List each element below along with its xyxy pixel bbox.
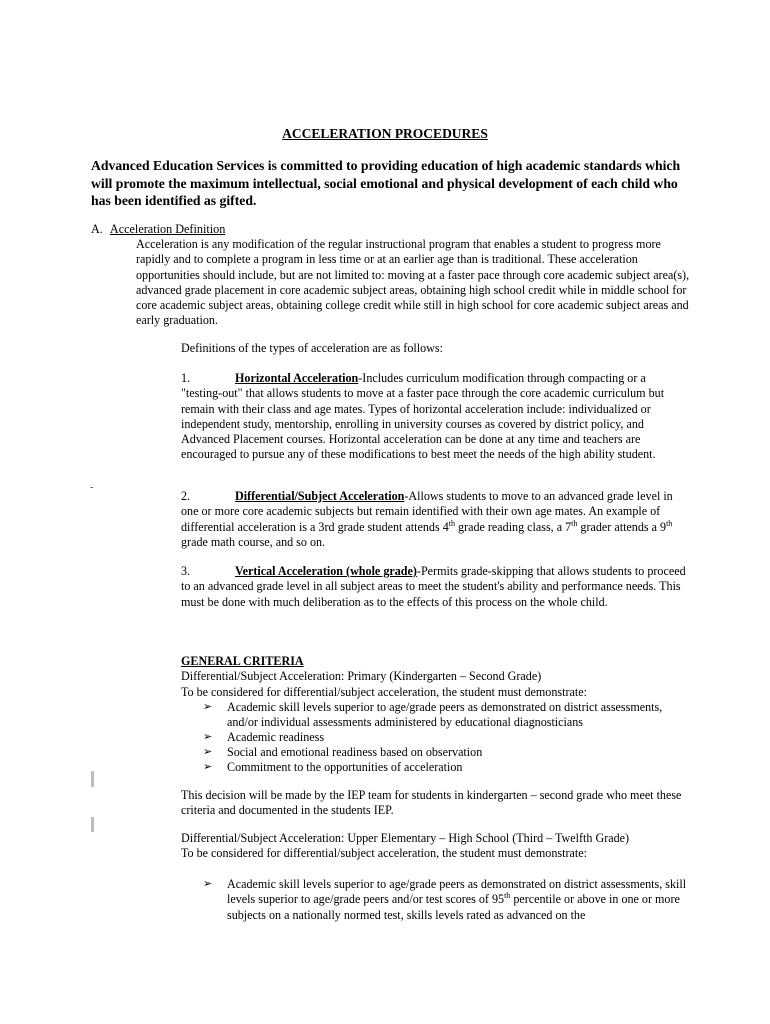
stray-dash-mark: - [90, 482, 94, 493]
bullet-text: Academic skill levels superior to age/grade peers as demonstrated on district assessments, and/or individual assessments administered by educational diagnosticians [227, 700, 663, 730]
section-a-title: Acceleration Definition [109, 222, 226, 236]
primary-criteria-intro: To be considered for differential/subject acceleration, the student must demonstrate: [181, 684, 587, 699]
definition-item-vertical [181, 564, 689, 610]
superscript: th [504, 891, 511, 901]
arrow-bullet-icon: ➢ [203, 731, 213, 743]
bullet-text: Commitment to the opportunities of acceleration [227, 760, 463, 774]
superscript: th [571, 518, 578, 528]
superscript: th [448, 518, 455, 528]
item-number: 1. [181, 371, 191, 385]
section-a-heading [91, 222, 225, 237]
criteria-bullet [203, 730, 693, 745]
bullet-text: Academic readiness [227, 730, 325, 744]
acceleration-definition-text: Acceleration is any modification of the regular instructional program that enables a student to progress more rapidly and to complete a program in less time or at an earlier age than is traditional. These acceleration opportunities should include, but are not limited to: moving at a faster pace through core academic subject area(s), advanced grade placement in core academic subject areas, obtaining high school credit while in middle school for core academic subject areas, obtaining college credit while still in high school for core academic subject areas and early graduation. [136, 237, 690, 328]
section-a-letter: A. [91, 222, 103, 236]
arrow-bullet-icon: ➢ [203, 761, 213, 773]
superscript: th [666, 518, 673, 528]
intro-paragraph: Advanced Education Services is committed to providing education of high academic standards which will promote the maximum intellectual, social emotional and physical development of each child who has been identified as gifted. [91, 158, 681, 208]
primary-criteria-line: Differential/Subject Acceleration: Primary (Kindergarten – Second Grade) [181, 669, 542, 684]
criteria-bullet [203, 877, 693, 923]
definition-item-horizontal [181, 371, 689, 463]
item-heading: Vertical Acceleration (whole grade) [235, 564, 417, 578]
bullet-text: Social and emotional readiness based on observation [227, 745, 483, 759]
arrow-bullet-icon: ➢ [203, 746, 213, 758]
criteria-bullet [203, 700, 693, 731]
arrow-bullet-icon: ➢ [203, 701, 213, 713]
decision-paragraph: This decision will be made by the IEP team for students in kindergarten – second grade who meet these criteria and documented in the students IEP. [181, 788, 682, 818]
item-heading: Horizontal Acceleration [235, 371, 359, 385]
item-text: grader attends a 9 [577, 519, 667, 534]
definition-item-differential [181, 489, 689, 550]
item-number: 3. [181, 564, 191, 578]
item-number: 2. [181, 489, 191, 503]
bullet-text [227, 877, 693, 923]
item-text: grade math course, and so on. [181, 534, 326, 549]
general-criteria-heading: GENERAL CRITERIA [181, 654, 304, 668]
upper-criteria-intro: To be considered for differential/subject acceleration, the student must demonstrate: [181, 846, 587, 861]
item-text: -Permits grade-skipping that allows students to proceed to an advanced grade level in all subject areas to meet the student's ability and performance needs. This must be done with much deliberation as to the effects of this process on the whole child. [181, 564, 686, 609]
general-criteria-section [181, 654, 691, 700]
item-text: -Includes curriculum modification through compacting or a "testing-out" that allows students to move at a faster pace through the core academic curriculum but remain with their class and age mates. Types of horizontal acceleration include: individualized or independent study, mentorship, enrolling in university courses as covered by district policy, and Advanced Placement courses. Horizontal acceleration can be done at any time and teachers are encouraged to pursue any of these modifications to best meet the needs of the high ability student. [181, 371, 665, 462]
criteria-bullet [203, 745, 693, 760]
item-text: grade reading class, a 7 [454, 519, 572, 534]
upper-criteria-line: Differential/Subject Acceleration: Upper Elementary – High School (Third – Twelfth Grade) [181, 831, 630, 845]
definitions-intro: Definitions of the types of acceleration are as follows: [181, 341, 443, 355]
upper-criteria-section [181, 831, 691, 862]
bullet-text-part: Academic skill levels superior to age/grade peers as demonstrated on district assessments, skill levels superior to age/grade peers and/or test scores of 95 [227, 877, 687, 907]
margin-mark [91, 817, 94, 832]
criteria-bullet [203, 760, 693, 775]
item-text: -Allows students to move to an advanced grade level in one or more core academic subjects but remain identified with their own age mates. An example of differential acceleration is a 3rd grade student attends 4 [181, 489, 673, 534]
document-title: ACCELERATION PROCEDURES [282, 126, 488, 141]
margin-mark [91, 771, 94, 787]
bullet-text-part: percentile or above in one or more subjects on a nationally normed test, skills levels rated as advanced on the [227, 892, 680, 922]
arrow-bullet-icon: ➢ [203, 878, 213, 890]
item-heading: Differential/Subject Acceleration [235, 489, 405, 503]
